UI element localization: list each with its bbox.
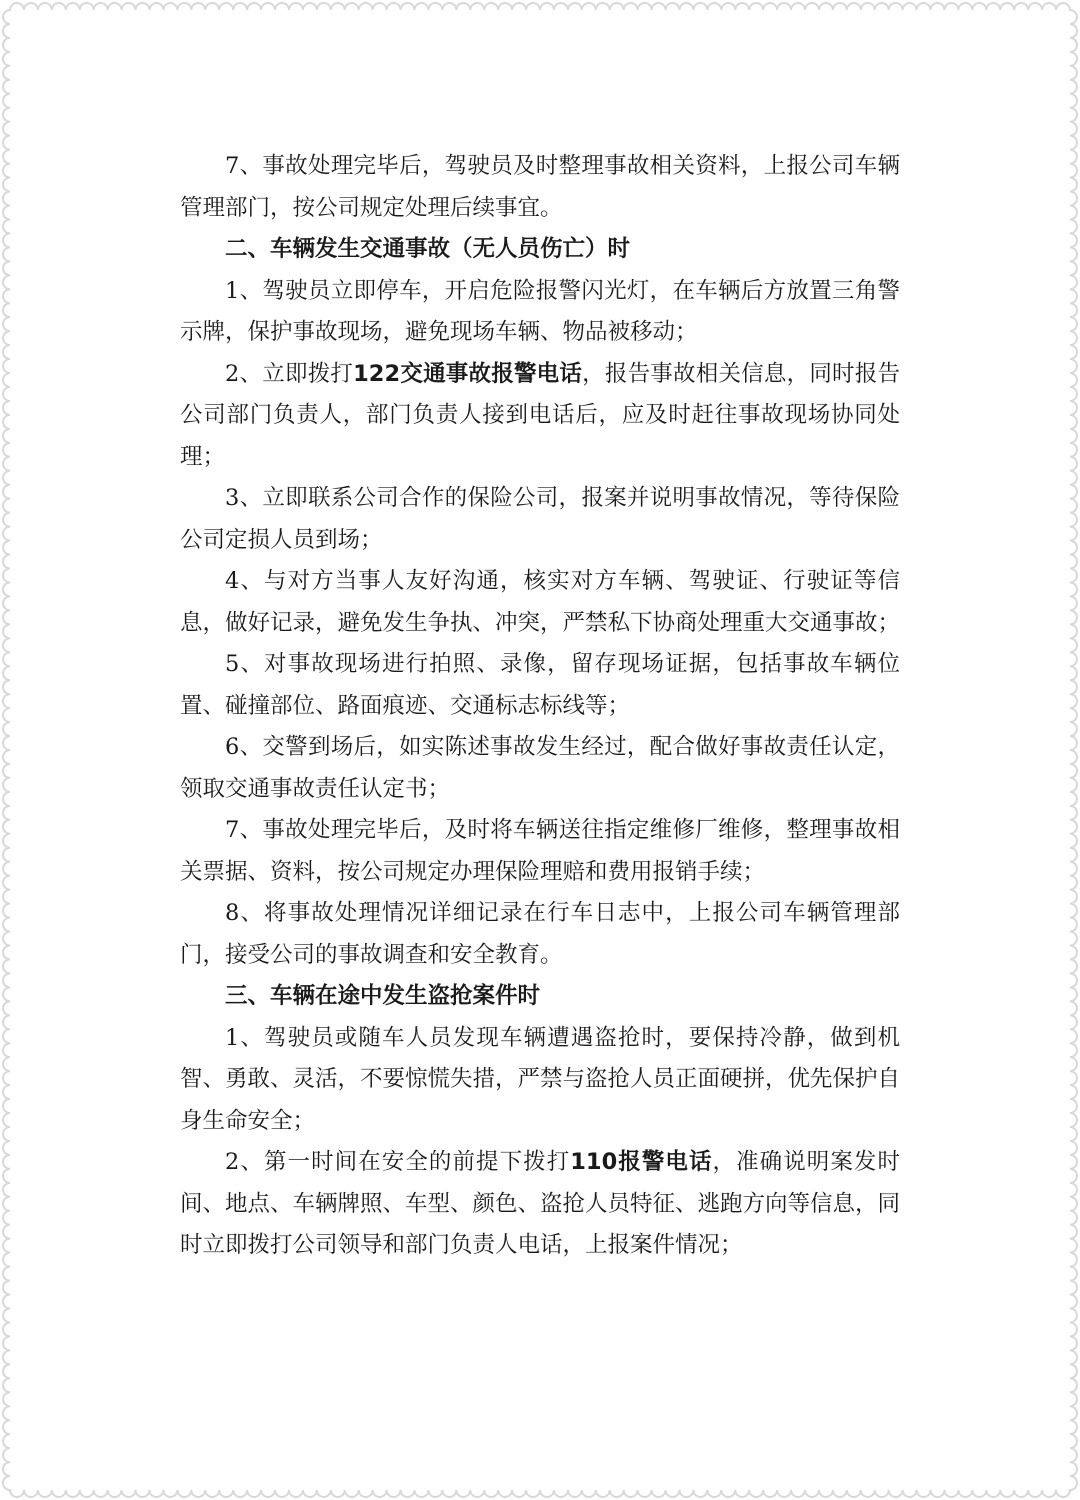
paragraph-2-3: 3、立即联系公司合作的保险公司，报案并说明事故情况，等待保险公司定损人员到场； bbox=[180, 485, 900, 553]
paragraph-3-2 bbox=[180, 1142, 900, 1267]
paragraph-3-1: 1、驾驶员或随车人员发现车辆遭遇盗抢时，要保持冷静，做到机智、勇敢、灵活，不要惊慌失措，严禁与盗抢人员正面硬拼，优先保护自身生命安全； bbox=[180, 1024, 901, 1134]
paragraph-2-1: 1、驾驶员立即停车，开启危险报警闪光灯，在车辆后方放置三角警示牌，保护事故现场，避免现场车辆、物品被移动； bbox=[180, 277, 900, 345]
paragraph-1-7: 7、事故处理完毕后，驾驶员及时整理事故相关资料，上报公司车辆管理部门，按公司规定处理后续事宜。 bbox=[180, 153, 900, 221]
paragraph-2-5: 5、对事故现场进行拍照、录像，留存现场证据，包括事故车辆位置、碰撞部位、路面痕迹、交通标志标线等； bbox=[180, 651, 900, 719]
paragraph-2-8: 8、将事故处理情况详细记录在行车日志中，上报公司车辆管理部门，接受公司的事故调查和安全教育。 bbox=[180, 900, 900, 968]
paragraph-2-7: 7、事故处理完毕后，及时将车辆送往指定维修厂维修，整理事故相关票据、资料，按公司规定办理保险理赔和费用报销手续； bbox=[180, 817, 900, 885]
paragraph-2-6: 6、交警到场后，如实陈述事故发生经过，配合做好事故责任认定，领取交通事故责任认定书； bbox=[180, 734, 900, 802]
emergency-number-122: 122交通事故报警电话 bbox=[353, 360, 583, 387]
text-segment: ，报告事故相关信息，同时报告公司部门负责人，部门负责人接到电话后，应及时赶往事故现场协同处理； bbox=[180, 360, 900, 470]
section-heading-2: 二、车辆发生交通事故（无人员伤亡）时 bbox=[225, 236, 631, 262]
section-heading-3: 三、车辆在途中发生盗抢案件时 bbox=[225, 983, 541, 1009]
document-body bbox=[180, 146, 900, 1267]
paragraph-2-2 bbox=[180, 354, 900, 479]
text-segment: 2、第一时间在安全的前提下拨打 bbox=[225, 1149, 571, 1175]
text-segment: ，准确说明案发时间、地点、车辆牌照、车型、颜色、盗抢人员特征、逃跑方向等信息，同时立即拨打公司领导和部门负责人电话，上报案件情况； bbox=[180, 1149, 901, 1258]
text-segment: 2、立即拨打 bbox=[225, 360, 354, 387]
paragraph-2-4: 4、与对方当事人友好沟通，核实对方车辆、驾驶证、行驶证等信息，做好记录，避免发生争执、冲突，严禁私下协商处理重大交通事故； bbox=[180, 568, 901, 636]
emergency-number-110: 110报警电话 bbox=[570, 1149, 713, 1175]
